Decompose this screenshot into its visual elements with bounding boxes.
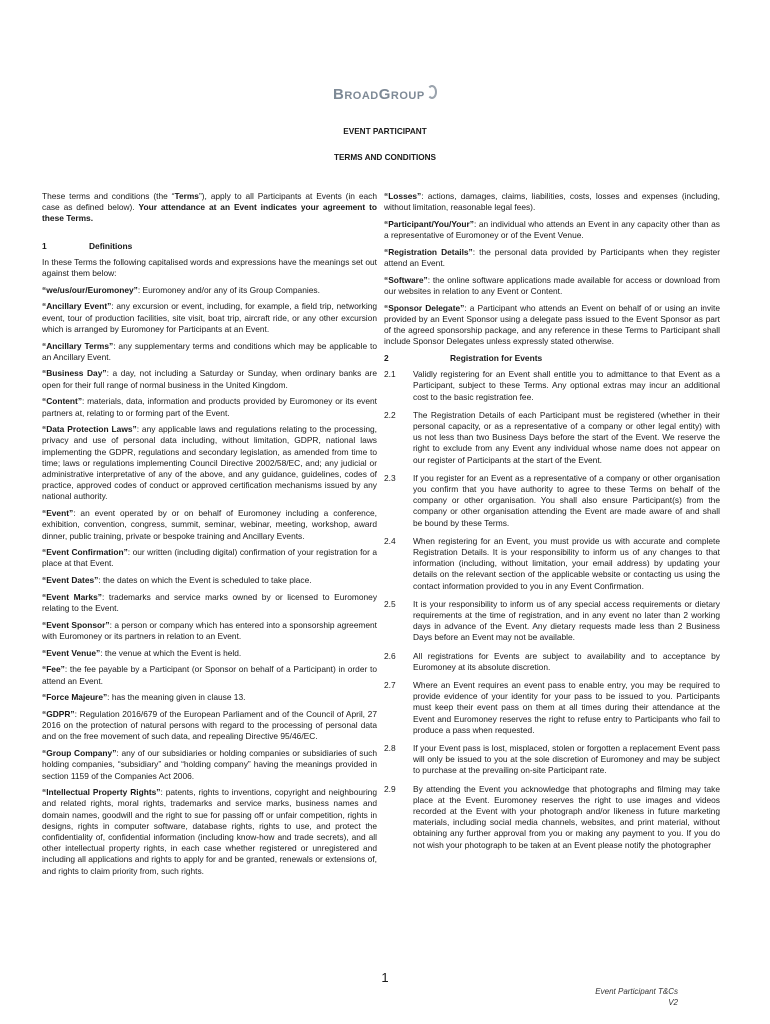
page-number: 1 bbox=[381, 970, 389, 985]
clause-item: 2.2 The Registration Details of each Participant must be registered (whether in their personal capacity, or as a representative of a company or other legal entity) with us not less than two Business Days before the start of the Event. We reserve the right to exclude from any Event any individual whose name does not appear on our register of Participants at the start of the Event. bbox=[384, 409, 720, 465]
right-column bbox=[384, 191, 720, 858]
definition-item: “Ancillary Event”: any excursion or event, including, for example, a field trip, networking event, tour of production facilities, site visit, boat trip, aircraft ride, or any other excursion which is arranged by Euromoney for Participants at an Event. bbox=[42, 301, 378, 334]
clause-item: 2.6 All registrations for Events are subject to availability and to acceptance by Euromoney at its absolute discretion. bbox=[384, 650, 720, 672]
section-title: Definitions bbox=[89, 240, 133, 251]
document-title: EVENT PARTICIPANT bbox=[343, 127, 427, 136]
definitions-lead: In these Terms the following capitalised words and expressions have the meanings set out against them below: bbox=[42, 256, 377, 279]
definition-item: “GDPR”: Regulation 2016/679 of the European Parliament and of the Council of April, 27 2016 on the protection of natural persons with regard to the processing of personal data and on the free movement of such data, and repealing Directive 95/46/EC. bbox=[42, 709, 377, 742]
logo-swirl-icon bbox=[427, 85, 437, 99]
definition-item: “we/us/our/Euromoney”: Euromoney and/or any of its Group Companies. bbox=[42, 284, 320, 295]
clause-item: 2.3 If you register for an Event as a representative of a company or other organisation you confirm that you have authority to agree to these Terms on behalf of the company or other organisation. You shall also ensure Participant(s) from the company or other organisation attending the Event are made aware of and shall be bound by these Terms. bbox=[384, 472, 720, 528]
definition-item: “Content”: materials, data, information and products provided by Euromoney or its event partners at, relating to or forming part of the Event. bbox=[42, 396, 377, 418]
intro-text-b: ”), apply to all Participants at Events (in each case as defined below). bbox=[42, 191, 377, 213]
footer bbox=[595, 986, 678, 1008]
definition-item: “Event Marks”: trademarks and service marks owned by or licensed to Euromoney relating to the Event. bbox=[42, 591, 378, 614]
clause-item: 2.4 When registering for an Event, you must provide us with accurate and complete Registration Details. It is your responsibility to inform us of any changes to that information (including, without limitation, your email address) by updating your details on the relevant section of the applicable website or contacting us using the contact information provided to you in any Event Confirmation. bbox=[384, 535, 720, 591]
definition-item: “Sponsor Delegate”: a Participant who attends an Event on behalf of or using an invite provided by an Event Sponsor using a delegate pass issued to the Event Sponsor as part of the agreed sponsorship package, and any reference in these Terms to Participant shall include Sponsor Delegates unless expressly stated otherwise. bbox=[384, 302, 720, 347]
definition-item: “Event Confirmation”: our written (including digital) confirmation of your registration for a place at that Event. bbox=[42, 547, 377, 569]
section-title: Registration for Events bbox=[450, 352, 543, 363]
intro-paragraph bbox=[42, 191, 377, 225]
definition-item: “Losses”: actions, damages, claims, liabilities, costs, losses and expenses (including, without limitation, reasonable legal fees). bbox=[384, 191, 720, 213]
logo-text: BroadGroup bbox=[333, 86, 425, 103]
section-heading-registration bbox=[384, 353, 720, 364]
left-column bbox=[42, 191, 377, 882]
definition-item: “Fee”: the fee payable by a Participant (or Sponsor on behalf of a Participant) in order to attend an Event. bbox=[42, 664, 377, 686]
definition-item: “Registration Details”: the personal data provided by Participants when they register attend an Event. bbox=[384, 246, 721, 269]
clause-item: 2.7 Where an Event requires an event pass to enable entry, you may be required to provide evidence of your identity for your pass to be issued to you. Participants must keep their event pass on them at all times during their attendance at the Event and Euromoney reserves the right to refuse entry to Participants who fail to produce a pass when requested. bbox=[384, 680, 720, 735]
definition-item: “Participant/You/Your”: an individual who attends an Event in any capacity other than as a representative of Euromoney or of the Event Venue. bbox=[384, 218, 720, 241]
definition-item: “Intellectual Property Rights”: patents, rights to inventions, copyright and neighbouring and related rights, moral rights, trademarks and service marks, business names and domain names, goodwill and the right to sue for passing off or unfair competition, rights in designs, rights in computer software, database rights, rights to use, and protect the confidentiality of, confidential information (including know-how and trade secrets), and all other intellectual property rights, in each case whether registered or unregistered and including all applications and rights to apply for and be granted, renewals or extensions of, and rights to claim priority from, such rights. bbox=[42, 787, 377, 876]
broadgroup-logo bbox=[333, 86, 437, 103]
definition-item: “Event Venue”: the venue at which the Event is held. bbox=[42, 647, 242, 658]
definition-item: “Group Company”: any of our subsidiaries or holding companies or subsidiaries of such holding companies, “subsidiary” and “holding company” having the meanings provided in section 1159 of the Companies Act 2006. bbox=[42, 748, 377, 781]
section-number: 1 bbox=[42, 240, 47, 251]
definition-item: “Data Protection Laws”: any applicable laws and regulations relating to the processing, privacy and use of personal data including, without limitation, GDPR, national laws implementing the GDPR, regulations and secondary legislation, as amended from time to time; laws or regulations implementing Council Directive 2002/58/EC, and; any judicial or administrative interpretative of any of the above, and any guidance, guidelines, codes of practice, approved codes of conduct or approved certification mechanisms issued by any national authority. bbox=[42, 424, 378, 502]
footer-version: V2 bbox=[668, 998, 678, 1007]
definition-item: “Event”: an event operated by or on behalf of Euromoney including a conference, exhibition, convention, congress, summit, seminar, webinar, meeting, workshop, award dinner, public training, private or bespoke training and Ancillary Events. bbox=[42, 508, 377, 541]
clause-item: 2.5 It is your responsibility to inform us of any special access requirements or dietary requirements at the time of registration, and in any event no later than 2 working days in advance of the Event. Any dietary requests made less than 2 Business Days before an Event may not be available. bbox=[384, 598, 720, 643]
definition-item: “Software”: the online software applications made available for access or download from our websites in relation to any Event or Content. bbox=[384, 274, 720, 296]
section-heading-definitions bbox=[42, 241, 377, 252]
document-subtitle: TERMS AND CONDITIONS bbox=[333, 153, 437, 162]
section-number: 2 bbox=[384, 352, 389, 363]
definition-item: “Business Day”: a day, not including a Saturday or Sunday, when ordinary banks are open for their full range of normal business in the United Kingdom. bbox=[42, 368, 378, 390]
clause-item: 2.8 If your Event pass is lost, misplaced, stolen or forgotten a replacement Event pass will only be issued to you at the sole discretion of Euromoney and may be subject to purchase at the prevailing on-site Participant rate. bbox=[384, 743, 720, 776]
clause-item: 2.9 By attending the Event you acknowledge that photographs and filming may take place at the Event. Euromoney reserves the right to use images and videos recorded at the Event with your photograph and/or likeness in future marketing materials, including social media channels, websites, and print material, without obtaining any further approval from you or making any payment to you. If you do not wish your photograph to be taken at an Event please notify the photographer bbox=[384, 783, 720, 850]
definition-item: “Event Sponsor”: a person or company which has entered into a sponsorship agreement with Euromoney or its partners in relation to an Event. bbox=[42, 619, 377, 641]
intro-bold-text: Your attendance at an Event indicates your agreement to these Terms. bbox=[42, 202, 377, 224]
intro-term: Terms bbox=[174, 191, 199, 201]
footer-doc-name: Event Participant T&Cs bbox=[595, 987, 678, 996]
definition-item: “Force Majeure”: has the meaning given in clause 13. bbox=[42, 692, 246, 703]
definition-item: “Event Dates”: the dates on which the Event is scheduled to take place. bbox=[42, 575, 312, 586]
definition-item: “Ancillary Terms”: any supplementary terms and conditions which may be applicable to an Ancillary Event. bbox=[42, 340, 377, 362]
intro-text-a: These terms and conditions (the “ bbox=[42, 191, 175, 201]
clause-item: 2.1 Validly registering for an Event shall entitle you to admittance to that Event as a Participant, subject to these Terms. Any optional extras may incur an additional cost to the basic registration fee. bbox=[384, 369, 720, 402]
